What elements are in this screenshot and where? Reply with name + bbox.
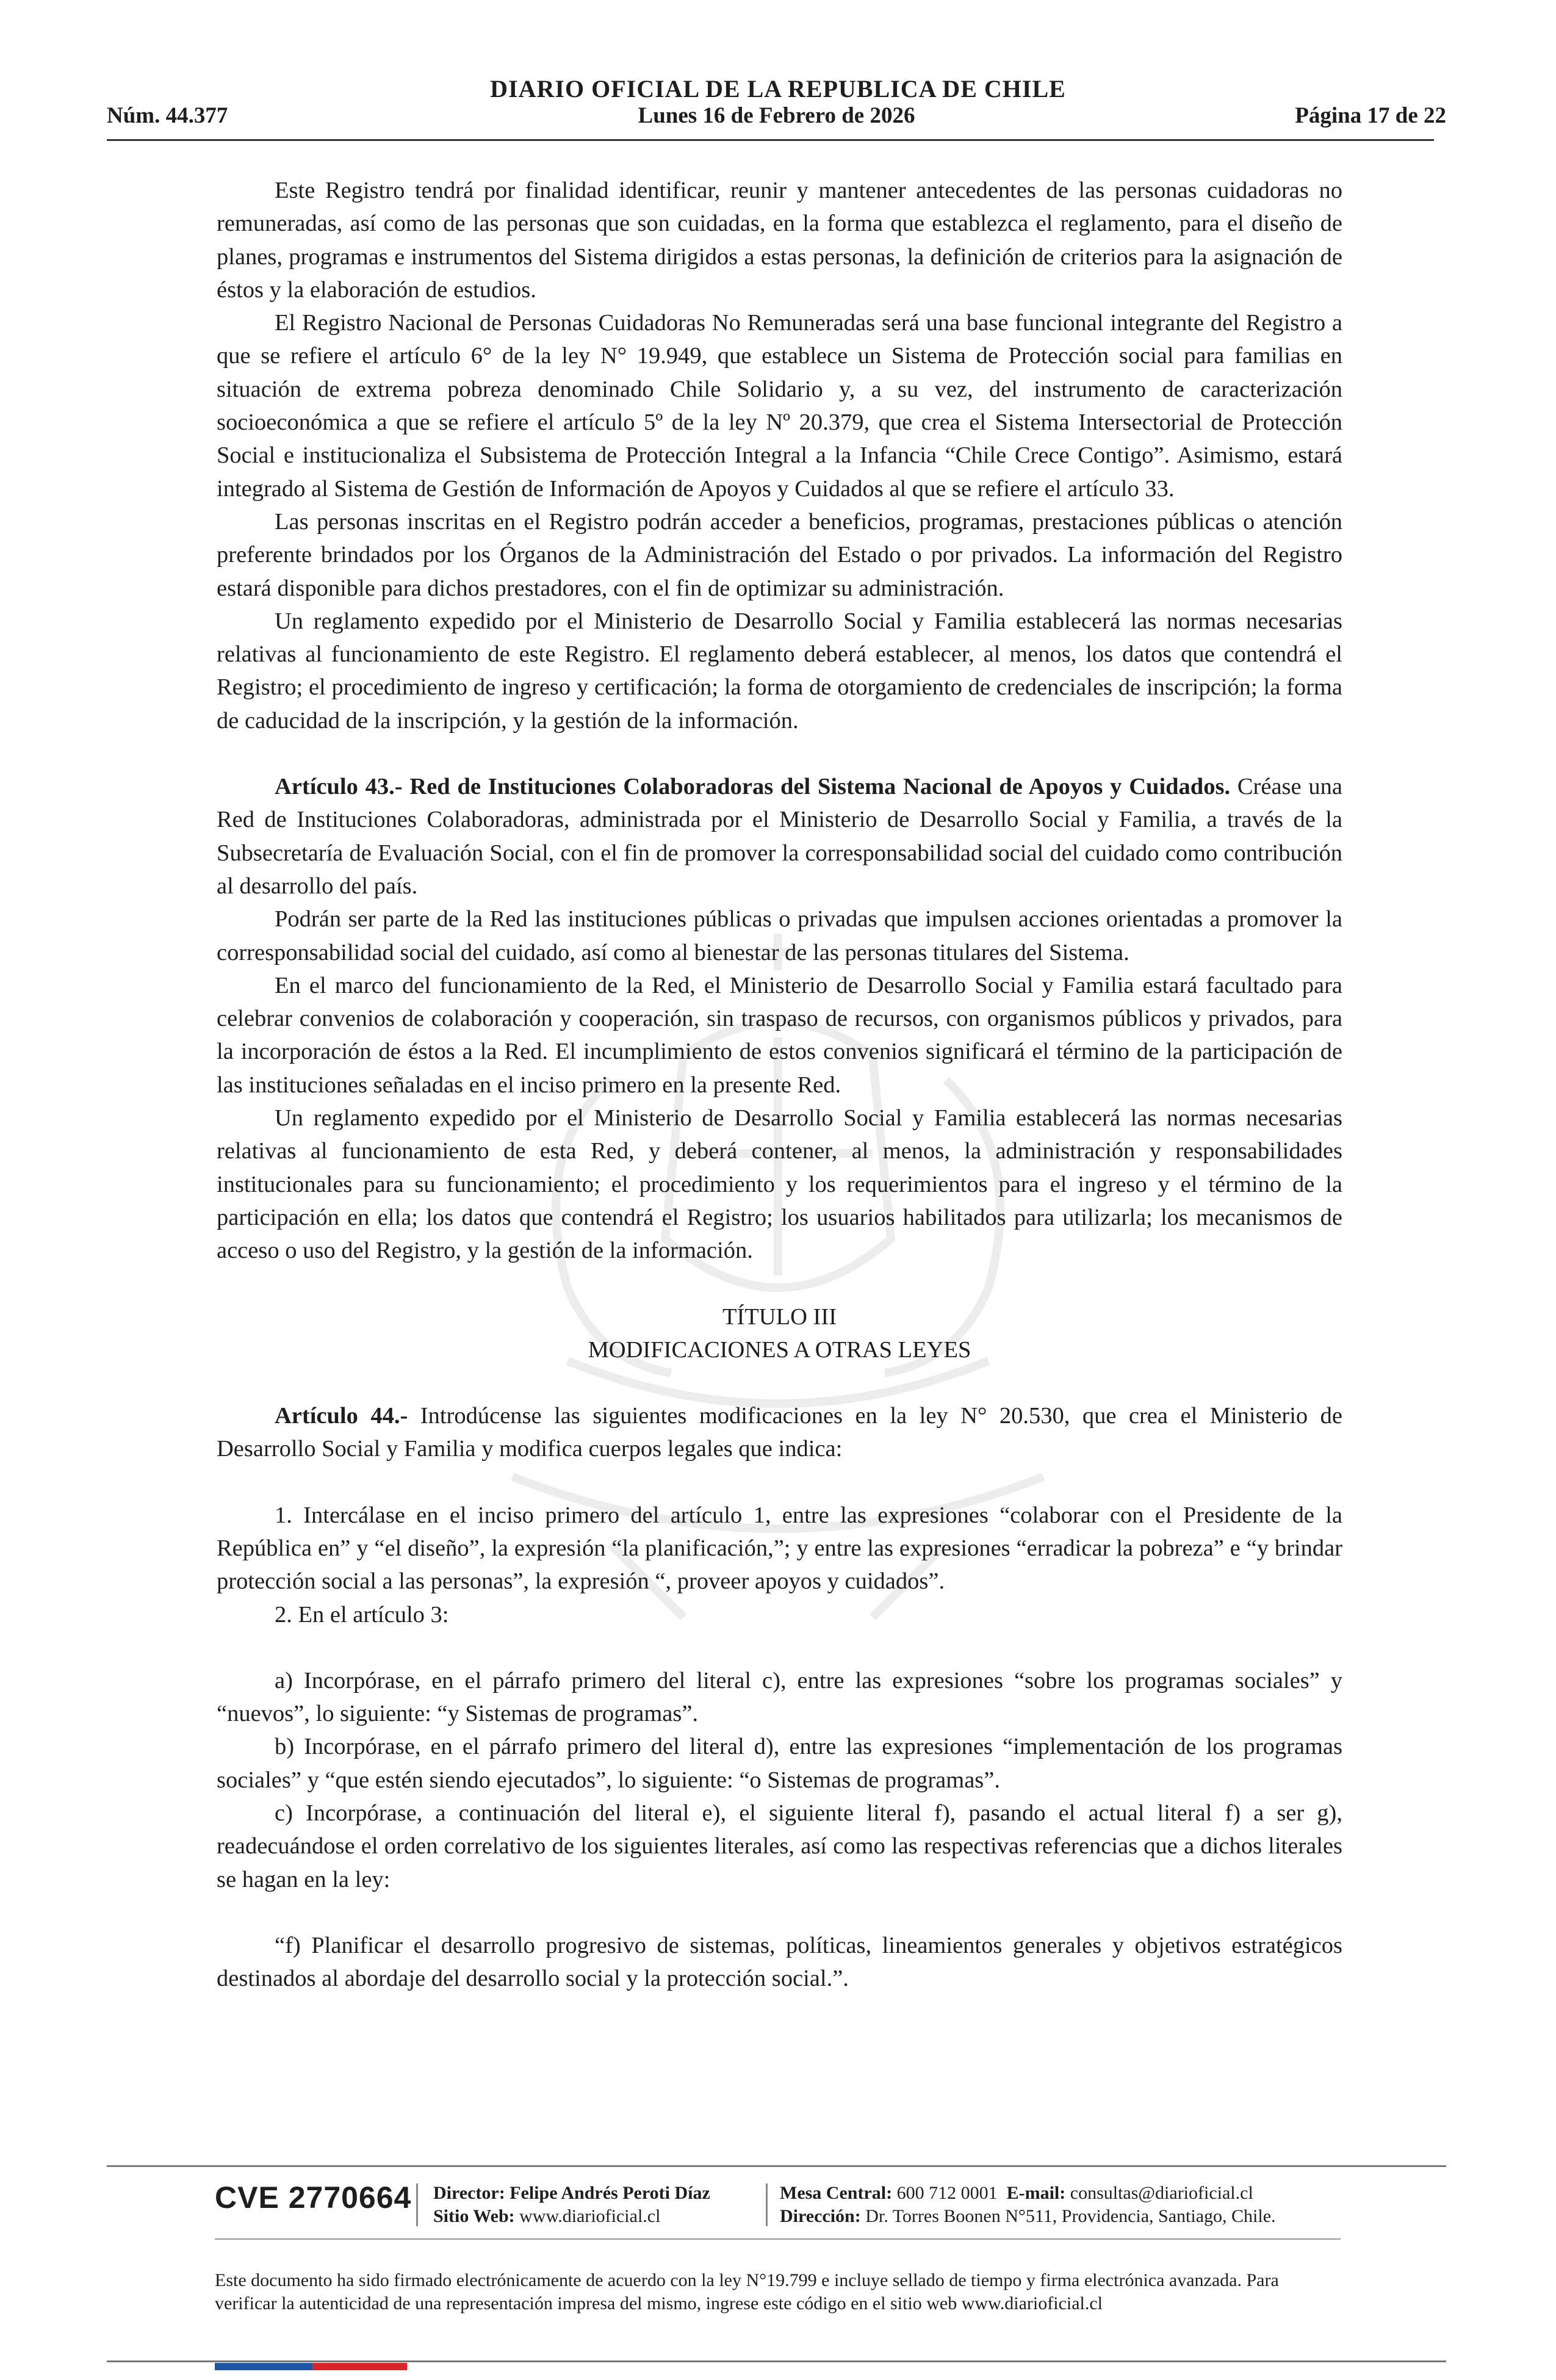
article-43-text: Créase una Red de Instituciones Colaboradoras, administrada por el Ministerio de Desarrollo Social y Familia, a través de la Subsecretaría de Evaluación Social, con el fin de promover la corresponsabilidad social del cuidado como contribución al desarrollo del país.	[217, 774, 1342, 899]
email-label: E-mail:	[1006, 2183, 1066, 2203]
footer-separator	[766, 2183, 768, 2226]
website-link[interactable]: www.diarioficial.cl	[519, 2206, 661, 2226]
footer-contact-block	[780, 2182, 1276, 2228]
flag-stripe-red	[312, 2363, 407, 2370]
quoted-literal: “f) Planificar el desarrollo progresivo de sistemas, políticas, lineamientos generales y objetivos estratégicos destinados al abordaje del desarrollo social y la protección social.”.	[217, 1932, 1342, 1992]
document-body	[217, 174, 1342, 1996]
paragraph: Este Registro tendrá por finalidad identificar, reunir y mantener antecedentes de las personas cuidadoras no remuneradas, así como de las personas que son cuidadas, en la forma que establezca el reglamento, para el diseño de planes, programas e instrumentos del Sistema dirigidos a estas personas, la definición de criterios para la asignación de éstos y la elaboración de estudios.	[217, 178, 1342, 303]
title-subheading: MODIFICACIONES A OTRAS LEYES	[588, 1336, 971, 1363]
cve-code: CVE 2770664	[215, 2180, 412, 2215]
sub-item: a) Incorpórase, en el párrafo primero del literal c), entre las expresiones “sobre los programas sociales” y “nuevos”, lo siguiente: “y Sistemas de programas”.	[217, 1667, 1342, 1727]
header-row	[107, 103, 1446, 134]
footer-director-block	[433, 2182, 710, 2228]
sub-item: c) Incorpórase, a continuación del literal e), el siguiente literal f), pasando el actual literal f) a ser g), readecuándose el orden correlativo de los siguientes literales, así como las respectivas referencias que a dichos literales se hagan en la ley:	[217, 1800, 1342, 1892]
sub-item: b) Incorpórase, en el párrafo primero del literal d), entre las expresiones “implementación de los programas sociales” y “que estén siendo ejecutados”, lo siguiente: “o Sistemas de programas”.	[217, 1734, 1342, 1793]
footer-separator	[416, 2183, 418, 2226]
paragraph: El Registro Nacional de Personas Cuidadoras No Remuneradas será una base funcional integrante del Registro a que se refiere el artículo 6° de la ley N° 19.949, que establece un Sistema de Protección social para familias en situación de extrema pobreza denominado Chile Solidario y, a su vez, del instrumento de caracterización socioeconómica a que se refiere el artículo 5º de la ley Nº 20.379, que crea el Sistema Intersectorial de Protección Social e institucionaliza el Subsistema de Protección Integral a la Infancia “Chile Crece Contigo”. Asimismo, estará integrado al Sistema de Gestión de Información de Apoyos y Cuidados al que se refiere el artículo 33.	[217, 310, 1342, 502]
title-heading: TÍTULO III	[722, 1304, 837, 1330]
issue-number: Núm. 44.377	[107, 103, 228, 128]
flag-stripe-blue	[215, 2363, 312, 2370]
paragraph: Las personas inscritas en el Registro podrán acceder a beneficios, programas, prestaciones públicas o atención preferente brindados por los Órganos de la Administración del Estado o por privados. La información del Registro estará disponible para dichos prestadores, con el fin de optimizar su administración.	[217, 508, 1342, 601]
address-label: Dirección:	[780, 2206, 861, 2226]
address-value: Dr. Torres Boonen N°511, Providencia, Santiago, Chile.	[865, 2206, 1276, 2226]
director-name: Felipe Andrés Peroti Díaz	[510, 2183, 710, 2203]
list-item: 2. En el artículo 3:	[275, 1601, 449, 1628]
director-label: Director:	[433, 2183, 505, 2203]
footer-divider-top	[107, 2165, 1446, 2167]
footer-divider-bottom	[107, 2360, 1446, 2362]
footer-divider-mid	[215, 2238, 1341, 2240]
phone-label: Mesa Central:	[780, 2183, 893, 2203]
article-44-text: Introdúcense las siguientes modificaciones en la ley N° 20.530, que crea el Ministerio de Desarrollo Social y Familia y modifica cuerpos legales que indica:	[217, 1403, 1342, 1462]
paragraph: Un reglamento expedido por el Ministerio de Desarrollo Social y Familia establecerá las normas necesarias relativas al funcionamiento de este Registro. El reglamento deberá establecer, al menos, los datos que contendrá el Registro; el procedimiento de ingreso y certificación; la forma de otorgamiento de credenciales de inscripción; la forma de caducidad de la inscripción, y la gestión de la información.	[217, 608, 1342, 734]
website-label: Sitio Web:	[433, 2206, 515, 2226]
paragraph: Podrán ser parte de la Red las instituciones públicas o privadas que impulsen acciones orientadas a promover la corresponsabilidad social del cuidado, así como al bienestar de las personas titulares del Sistema.	[217, 906, 1342, 965]
article-44-heading: Artículo 44.-	[275, 1403, 408, 1429]
article-43-heading: Artículo 43.- Red de Instituciones Colaboradoras del Sistema Nacional de Apoyos y Cuidados.	[275, 774, 1231, 800]
legal-notice: Este documento ha sido firmado electrónicamente de acuerdo con la ley N°19.799 e incluye sellado de tiempo y firma electrónica avanzada. Para verificar la autenticidad de una representación impresa del mismo, ingrese este código en el sitio web www.diarioficial.cl	[215, 2270, 1279, 2313]
page-indicator: Página 17 de 22	[1295, 103, 1446, 128]
header-divider	[107, 139, 1434, 141]
phone-value: 600 712 0001	[896, 2183, 998, 2203]
list-item: 1. Intercálase en el inciso primero del artículo 1, entre las expresiones “colaborar con el Presidente de la República en” y “el diseño”, la expresión “la planificación,”; y entre las expresiones “erradicar la pobreza” e “y brindar protección social a las personas”, la expresión “, proveer apoyos y cuidados”.	[217, 1502, 1342, 1595]
issue-date: Lunes 16 de Febrero de 2026	[638, 103, 915, 128]
article-43	[217, 770, 1342, 903]
paragraph: En el marco del funcionamiento de la Red, el Ministerio de Desarrollo Social y Familia estará facultado para celebrar convenios de colaboración y cooperación, sin traspaso de recursos, con organismos públicos y privados, para la incorporación de éstos a la Red. El incumplimiento de estos convenios significará el término de la participación de las instituciones señaladas en el inciso primero en la presente Red.	[217, 972, 1342, 1098]
paragraph: Un reglamento expedido por el Ministerio de Desarrollo Social y Familia establecerá las normas necesarias relativas al funcionamiento de esta Red, y deberá contener, al menos, la administración y responsabilidades institucionales para su funcionamiento; el procedimiento y los requerimientos para el ingreso y el término de la participación en ella; los datos que contendrá el Registro; los usuarios habilitados para utilizarla; los mecanismos de acceso o uso del Registro, y la gestión de la información.	[217, 1105, 1342, 1264]
article-44	[217, 1399, 1342, 1466]
gazette-title: DIARIO OFICIAL DE LA REPUBLICA DE CHILE	[490, 75, 1066, 103]
email-link[interactable]: consultas@diarioficial.cl	[1070, 2183, 1253, 2203]
